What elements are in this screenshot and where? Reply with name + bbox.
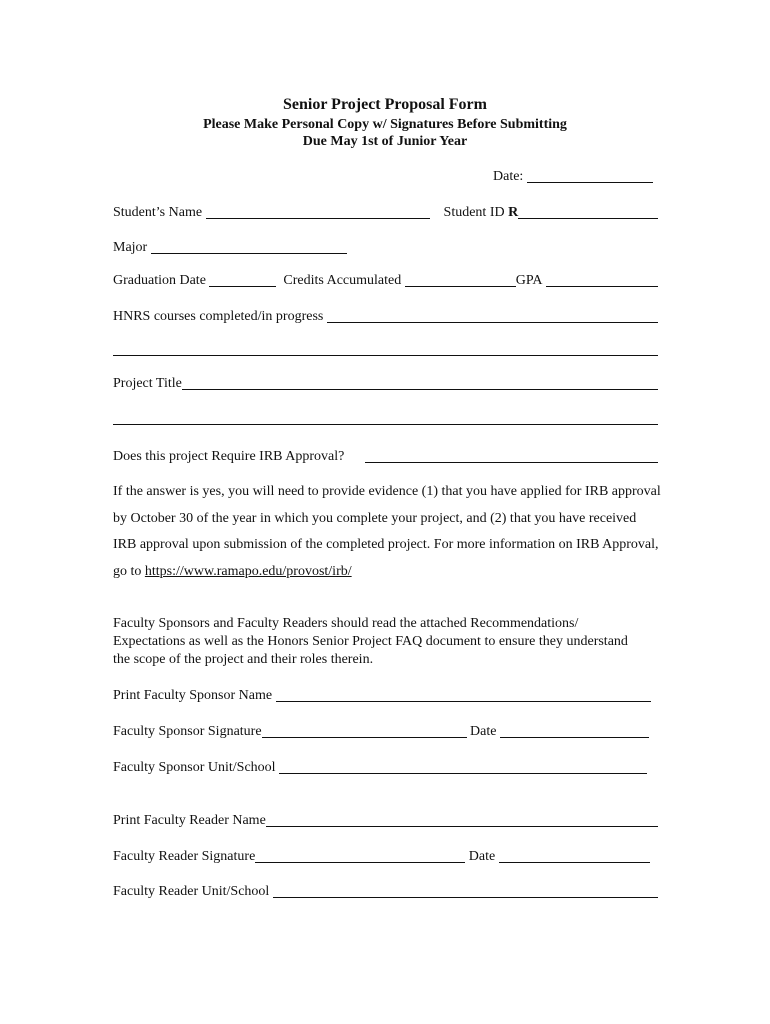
sponsor-name-label: Print Faculty Sponsor Name [113,688,273,703]
hnrs-row-continued [113,341,658,359]
reader-signature-field[interactable] [255,848,465,863]
reader-date-field[interactable] [499,848,650,863]
sponsor-unit-row [113,759,647,777]
gpa-field[interactable] [546,272,658,287]
sponsor-date-field[interactable] [500,723,649,738]
student-name-label: Student’s Name [113,205,203,220]
student-id-label: Student ID [443,205,505,220]
credits-label: Credits Accumulated [283,273,402,288]
reader-date-label: Date [468,849,496,864]
graduation-date-label: Graduation Date [113,273,206,288]
student-id-prefix: R [508,205,519,220]
form-due-date: Due May 1st of Junior Year [302,134,468,149]
irb-answer-field[interactable] [365,448,658,463]
reader-name-row [113,812,658,830]
reader-unit-label: Faculty Reader Unit/School [113,884,270,899]
major-label: Major [113,240,148,255]
graduation-row [113,272,658,290]
irb-info-paragraph [113,479,661,585]
irb-question-label: Does this project Require IRB Approval? [113,449,345,464]
date-row [493,168,653,186]
sponsor-unit-label: Faculty Sponsor Unit/School [113,760,276,775]
major-field[interactable] [151,239,347,254]
irb-row [113,448,658,466]
reader-unit-field[interactable] [273,883,658,898]
faculty-note-paragraph: Faculty Sponsors and Faculty Readers should read the attached Recommendations/ Expectations as well as the Honors Senior Project FAQ document to ensure they understand the scope of the project and their roles therein. [113,616,628,667]
reader-name-label: Print Faculty Reader Name [113,813,266,828]
major-row [113,239,658,257]
sponsor-signature-row [113,723,649,741]
project-title-row [113,375,658,393]
irb-info-text: If the answer is yes, you will need to provide evidence (1) that you have applied for IRB approval by October 30 of the year in which you complete your project, and (2) that you have received IRB approval upon submission of the completed project. For more information on IRB Approval, go to [113,484,661,579]
reader-unit-row [113,883,658,901]
hnrs-field-line-2[interactable] [113,341,658,356]
reader-signature-label: Faculty Reader Signature [113,849,256,864]
sponsor-name-field[interactable] [276,687,651,702]
project-title-field-line-2[interactable] [113,410,658,425]
irb-link[interactable]: https://www.ramapo.edu/provost/irb/ [144,563,352,579]
sponsor-date-label: Date [470,724,497,739]
sponsor-unit-field[interactable] [279,759,647,774]
form-title: Senior Project Proposal Form [283,96,487,113]
sponsor-signature-label: Faculty Sponsor Signature [113,724,262,739]
student-name-field[interactable] [206,204,430,219]
form-subtitle: Please Make Personal Copy w/ Signatures Before Submitting [203,117,567,132]
graduation-date-field[interactable] [209,272,276,287]
project-title-label: Project Title [113,376,182,391]
student-row [113,204,658,222]
hnrs-field[interactable] [327,308,658,323]
sponsor-signature-field[interactable] [262,723,467,738]
student-id-field[interactable] [518,204,658,219]
reader-signature-row [113,848,650,866]
sponsor-name-row [113,687,651,705]
hnrs-label: HNRS courses completed/in progress [113,309,324,324]
reader-name-field[interactable] [266,812,658,827]
date-label: Date: [493,169,524,184]
hnrs-row [113,308,658,326]
credits-field[interactable] [405,272,516,287]
gpa-label: GPA [515,273,543,288]
project-title-row-continued [113,410,658,428]
date-field[interactable] [527,168,653,183]
project-title-field[interactable] [182,375,658,390]
